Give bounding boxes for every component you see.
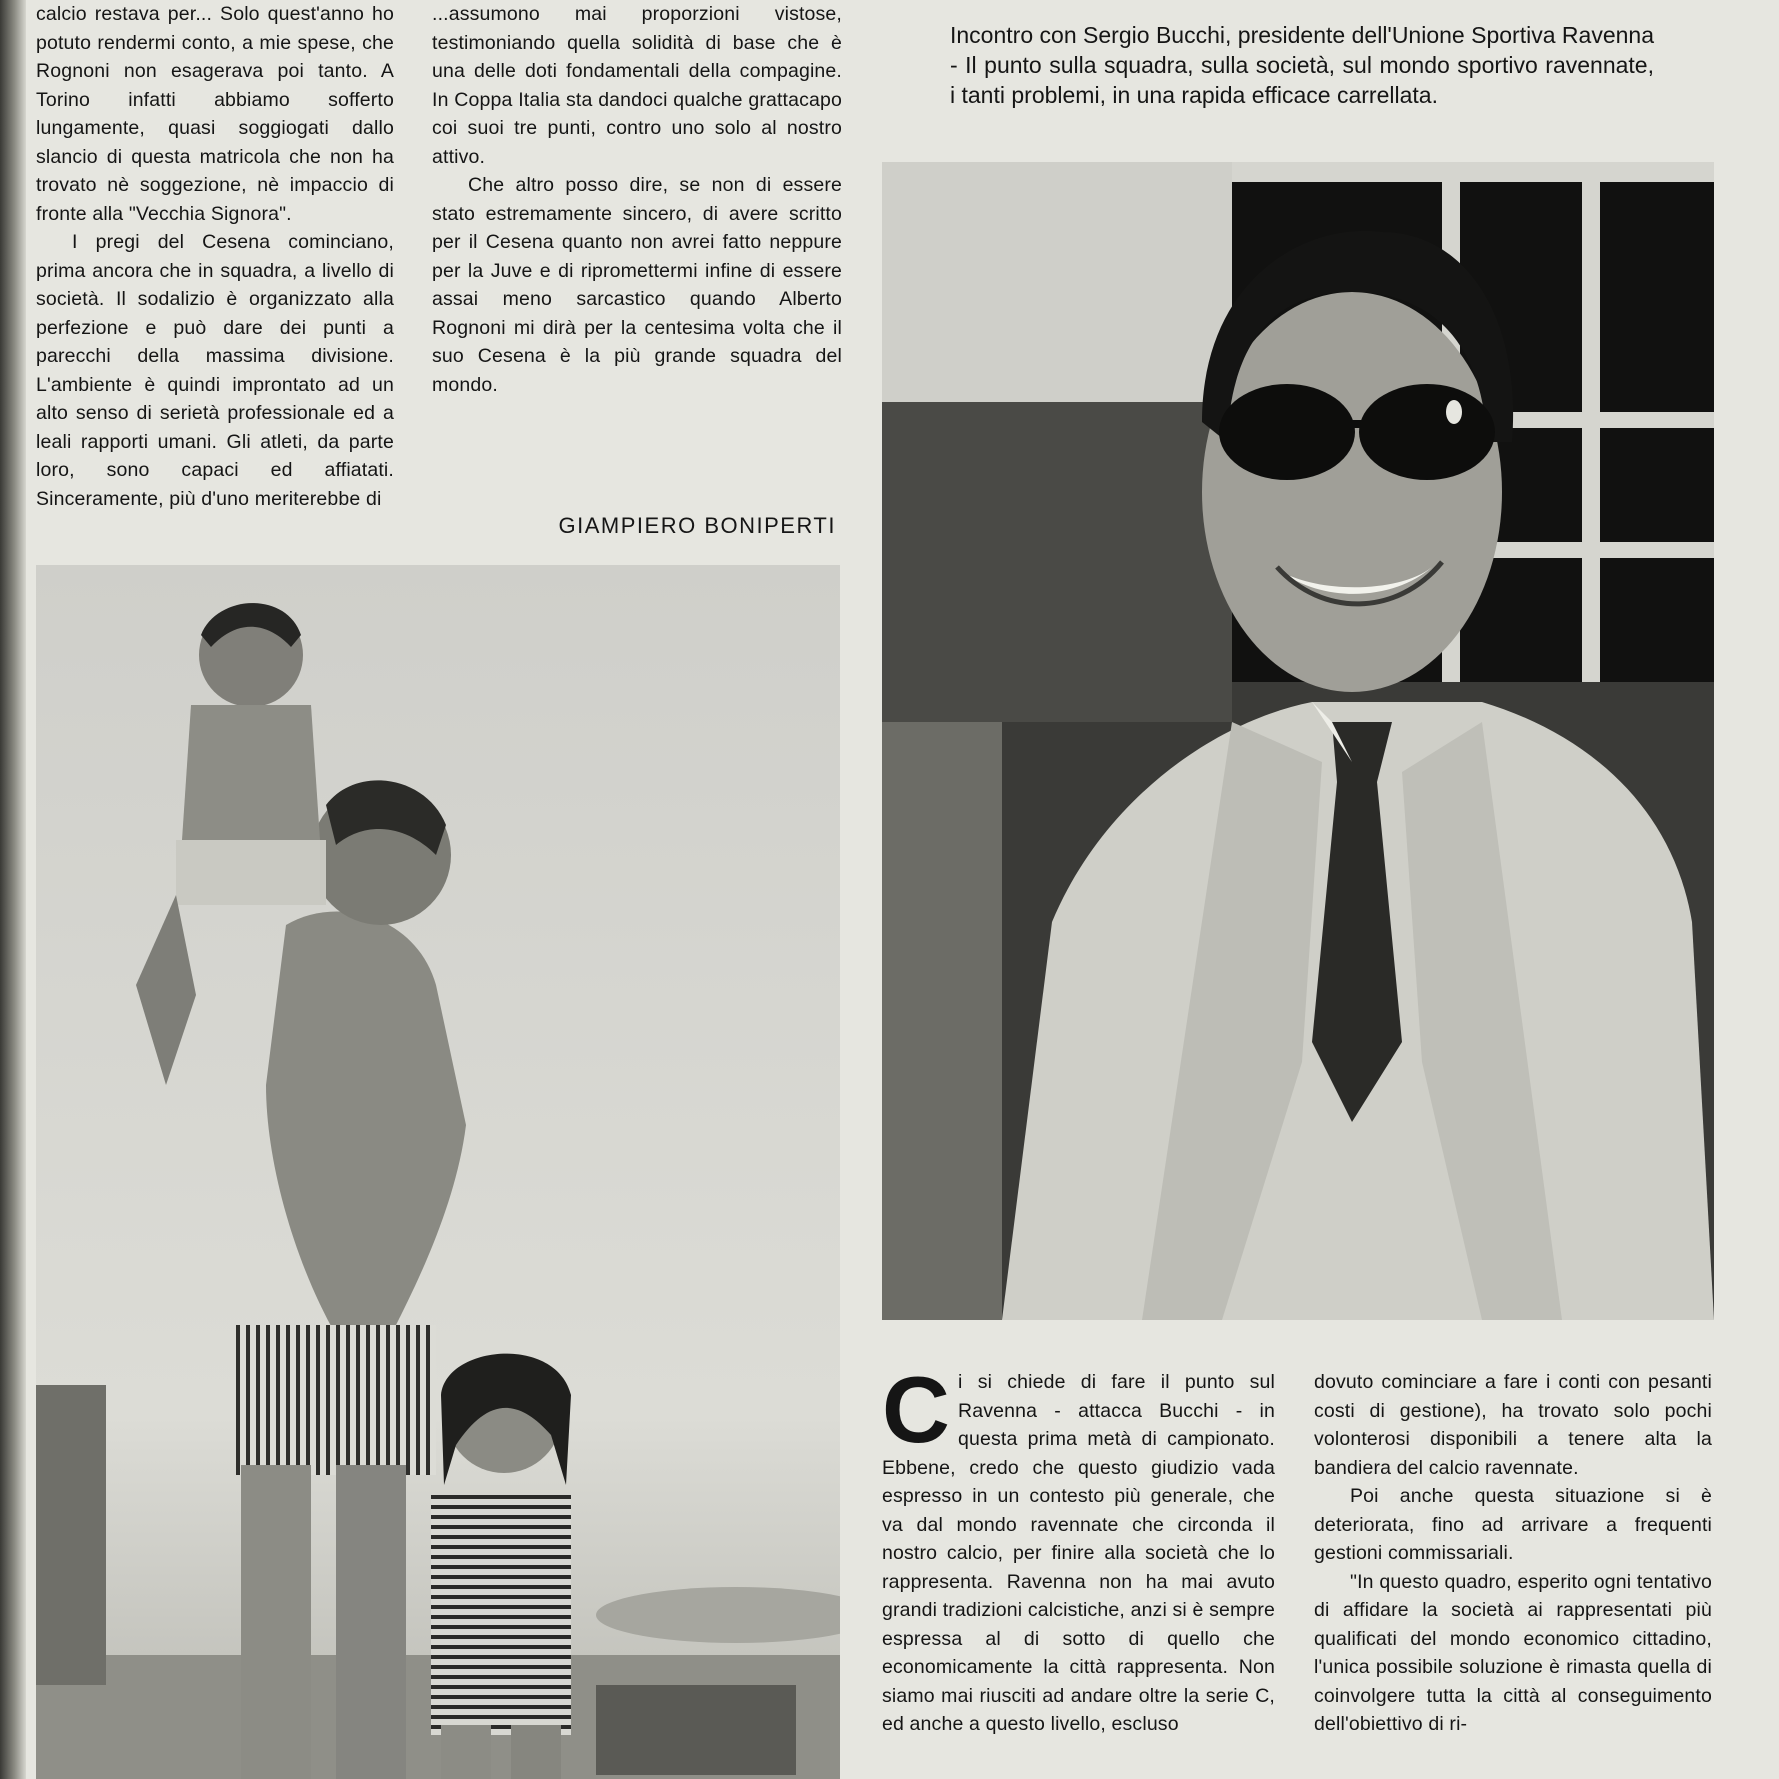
main-article-column-1 [882, 1357, 1275, 1739]
beach-family-photo [36, 565, 840, 1779]
main-article-paragraph: Poi anche questa situazione si è deteriorata, fino ad arrivare a frequenti gestioni commissariali. [1314, 1485, 1712, 1564]
prev-article-paragraph: calcio restava per... Solo quest'anno ho potuto rendermi conto, a mie spese, che Rognoni non esagerava poi tanto. A Torino infatti abbiamo sofferto lungamente, quasi soggiogati dallo slancio di questa matricola che non ha trovato nè soggezione, nè impaccio di fronte alla "Vecchia Signora". [36, 3, 394, 225]
prev-article-column-2 [432, 0, 842, 399]
drop-cap: C [882, 1357, 951, 1462]
sergio-bucchi-portrait-photo [882, 162, 1714, 1320]
article-standfirst: Incontro con Sergio Bucchi, presidente dell'Unione Sportiva Ravenna - Il punto sulla squadra, sulla società, sul mondo sportivo ravennate, i tanti problemi, in una rapida efficace carrellata. [950, 22, 1654, 108]
main-article-paragraph: dovuto cominciare a fare i conti con pesanti costi di gestione), ha trovato solo pochi volonterosi disponibili a tenere alta la bandiera del calcio ravennate. [1314, 1371, 1712, 1479]
prev-article-column-1 [36, 0, 394, 513]
main-article-column-2 [1314, 1368, 1712, 1739]
prev-article-paragraph: ...assumono mai proporzioni vistose, testimoniando quella solidità di base che è una delle doti fondamentali della compagine. In Coppa Italia sta dandoci qualche grattacapo coi suoi tre punti, contro uno solo al nostro attivo. [432, 3, 842, 168]
main-article-paragraph: "In questo quadro, esperito ogni tentativo di affidare la società ai rappresentati più qualificati del mondo economico cittadino, l'unica possibile soluzione è rimasta quella di coinvolgere tutta la città al conseguimento dell'obiettivo di ri- [1314, 1570, 1712, 1735]
prev-article-paragraph: I pregi del Cesena cominciano, prima ancora che in squadra, a livello di società. Il sodalizio è organizzato alla perfezione e può dare dei punti a parecchi della massima divisione. L'ambiente è quindi improntato ad un alto senso di serietà professionale ed a leali rapporti umani. Gli atleti, da parte loro, sono capaci ed affiatati. Sinceramente, più d'uno meriterebbe di [36, 231, 394, 510]
prev-article-paragraph: Che altro posso dire, se non di essere stato estremamente sincero, di avere scritto per il Cesena quanto non avrei fatto neppure per la Juve e di ripromettermi infine di essere assai meno sarcastico quando Alberto Rognoni mi dirà per la centesima volta che il suo Cesena è la più grande squadra del mondo. [432, 174, 842, 396]
main-article-paragraph: i si chiede di fare il punto sul Ravenna - attacca Bucchi - in questa prima metà di campionato. Ebbene, credo che questo giudizio vada espresso in un contesto più generale, che va dal mondo ravennate che circonda il nostro calcio, per finire alla società che lo rappresenta. Ravenna non ha mai avuto grandi tradizioni calcistiche, anzi si è sempre espressa al di sotto di quello che economicamente la città rappresenta. Non siamo mai riusciti ad andare oltre la serie C, ed anche a questo livello, escluso [882, 1371, 1275, 1735]
author-byline: GIAMPIERO BONIPERTI [558, 513, 836, 538]
page-binding-shadow [0, 0, 26, 1779]
